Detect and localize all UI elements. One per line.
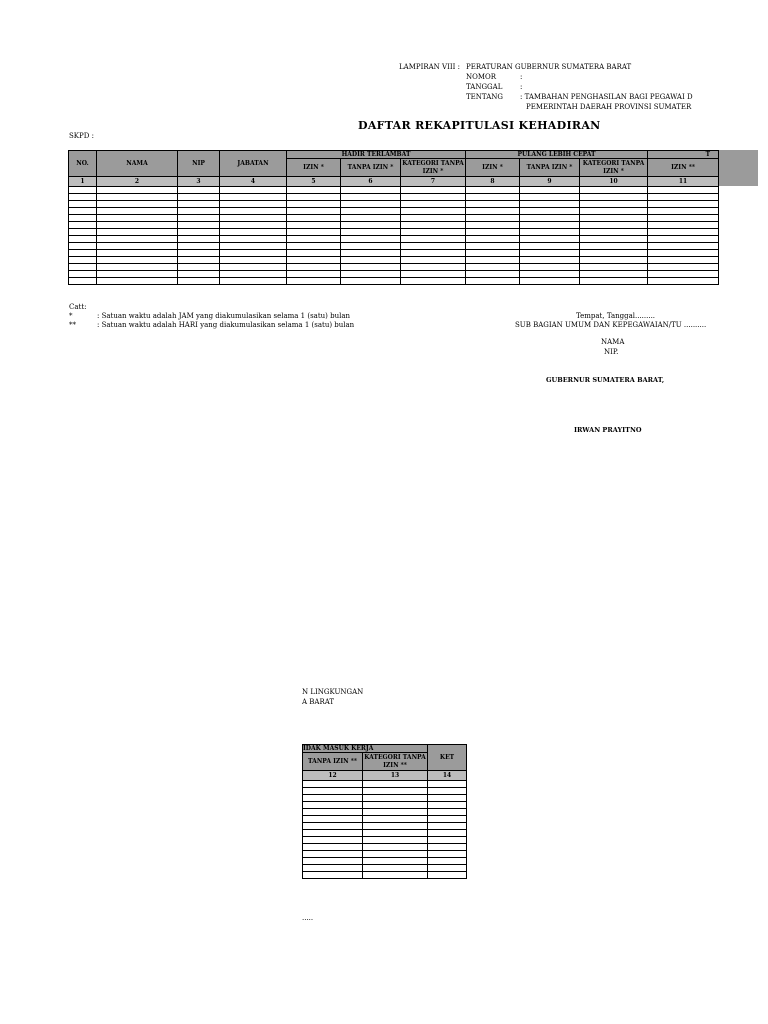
table-cell [363, 865, 428, 872]
col-number: 13 [363, 771, 428, 781]
table-cell [303, 851, 363, 858]
table-cell [363, 844, 428, 851]
document-title: DAFTAR REKAPITULASI KEHADIRAN [358, 119, 601, 132]
table-cell [520, 201, 580, 208]
table-cell [178, 250, 220, 257]
table-cell [97, 250, 178, 257]
table-cell [580, 208, 648, 215]
table-cell [466, 250, 520, 257]
table-cell [178, 229, 220, 236]
table-cell [648, 201, 719, 208]
table-cell [363, 830, 428, 837]
attendance-table-body [69, 187, 719, 285]
table-cell [178, 208, 220, 215]
table-cell [303, 872, 363, 879]
table-cell [287, 257, 341, 264]
table-cell [401, 278, 466, 285]
table-cell [287, 215, 341, 222]
table-cell [178, 236, 220, 243]
place-date: Tempat, Tanggal......... [576, 312, 656, 320]
table-cell [287, 271, 341, 278]
col-number: 12 [303, 771, 363, 781]
table-cell [220, 215, 287, 222]
table-cell [363, 858, 428, 865]
table-cell [580, 236, 648, 243]
col-number: 9 [520, 177, 580, 187]
table-cell [428, 872, 467, 879]
table-cell [648, 236, 719, 243]
table-cell [178, 264, 220, 271]
table-cell [287, 208, 341, 215]
table-cell [220, 271, 287, 278]
table-cell [69, 187, 97, 194]
table-cell [69, 236, 97, 243]
table-row [69, 250, 719, 257]
table-cell [69, 201, 97, 208]
table-cell [220, 257, 287, 264]
table-row [303, 858, 467, 865]
table-cell [401, 215, 466, 222]
table-cell [69, 208, 97, 215]
table-cell [220, 201, 287, 208]
table-cell [287, 222, 341, 229]
table-cell [466, 208, 520, 215]
table-cell [401, 243, 466, 250]
table-row [303, 830, 467, 837]
table-row [69, 187, 719, 194]
sub-kategori-hadir: KATEGORI TANPA IZIN * [402, 159, 464, 175]
table-row [303, 844, 467, 851]
table-cell [428, 830, 467, 837]
sub-izin-tidak: IZIN ** [648, 159, 719, 177]
table-cell [287, 194, 341, 201]
table-cell [580, 243, 648, 250]
table-cell [466, 194, 520, 201]
col-number: 10 [580, 177, 648, 187]
table-row [303, 823, 467, 830]
col-number: 5 [287, 177, 341, 187]
table-cell [401, 208, 466, 215]
table-cell [401, 201, 466, 208]
table-cell [287, 278, 341, 285]
table-row [303, 865, 467, 872]
table-cell [466, 201, 520, 208]
table-cell [363, 809, 428, 816]
table-cell [69, 194, 97, 201]
sub-izin-pulang: IZIN * [466, 159, 520, 177]
table-cell [401, 187, 466, 194]
table-cell [341, 215, 401, 222]
note-star1-text: : Satuan waktu adalah JAM yang diakumulasikan selama 1 (satu) bulan [97, 312, 351, 320]
table-cell [97, 257, 178, 264]
table-cell [97, 194, 178, 201]
table-cell [220, 222, 287, 229]
table-cell [466, 243, 520, 250]
tanggal-value: : [520, 83, 523, 91]
attendance-table [68, 150, 719, 285]
table-cell [97, 201, 178, 208]
table-cell [69, 257, 97, 264]
table-cell [287, 187, 341, 194]
sub-kategori-pulang: KATEGORI TANPA IZIN * [580, 159, 648, 177]
col-number: 3 [178, 177, 220, 187]
table-row [303, 851, 467, 858]
table-cell [401, 236, 466, 243]
table-cell [401, 222, 466, 229]
table-cell [97, 264, 178, 271]
table-cell [648, 194, 719, 201]
table-cell [520, 194, 580, 201]
table-row [69, 201, 719, 208]
table-row [69, 264, 719, 271]
table-cell [520, 208, 580, 215]
table-cell [466, 187, 520, 194]
table-cell [341, 271, 401, 278]
table-cell [97, 229, 178, 236]
table-cell [580, 278, 648, 285]
note-star2: ** [69, 321, 76, 329]
table-cell [428, 823, 467, 830]
table-cell [287, 264, 341, 271]
table-cell [341, 229, 401, 236]
note-star1: * [69, 312, 73, 320]
table-row [303, 802, 467, 809]
table-cell [341, 264, 401, 271]
table-cell [69, 250, 97, 257]
table-cell [341, 222, 401, 229]
table-cell [466, 278, 520, 285]
table-cell [580, 215, 648, 222]
col-number: 2 [97, 177, 178, 187]
tanggal-label: TANGGAL [466, 83, 503, 91]
col-no: NO. [69, 151, 97, 177]
table-cell [466, 257, 520, 264]
table-cell [648, 250, 719, 257]
table-cell [341, 257, 401, 264]
table-cell [341, 243, 401, 250]
table-cell [580, 264, 648, 271]
table-cell [303, 858, 363, 865]
nomor-value: : [520, 73, 523, 81]
col-number: 14 [428, 771, 467, 781]
table-cell [401, 194, 466, 201]
table-cell [287, 243, 341, 250]
table-cell [220, 208, 287, 215]
table-row [69, 243, 719, 250]
col-nip: NIP [178, 151, 220, 177]
table-cell [580, 250, 648, 257]
table-row [69, 271, 719, 278]
tentang-line1: : TAMBAHAN PENGHASILAN BAGI PEGAWAI D [520, 93, 693, 101]
table-cell [520, 229, 580, 236]
table-cell [520, 250, 580, 257]
table-cell [303, 865, 363, 872]
table-cell [341, 236, 401, 243]
table-cell [580, 194, 648, 201]
table-cell [287, 201, 341, 208]
table-cell [428, 837, 467, 844]
governor-name: IRWAN PRAYITNO [574, 426, 642, 434]
table-row [69, 194, 719, 201]
table-cell [303, 802, 363, 809]
table-cell [520, 236, 580, 243]
table-cell [97, 208, 178, 215]
table-row [69, 257, 719, 264]
table-cell [178, 257, 220, 264]
table-cell [401, 271, 466, 278]
table-cell [363, 872, 428, 879]
table-cell [69, 271, 97, 278]
table-cell [520, 215, 580, 222]
table-cell [580, 257, 648, 264]
table-cell [428, 781, 467, 788]
col-number: 1 [69, 177, 97, 187]
table-cell [220, 264, 287, 271]
table-cell [287, 250, 341, 257]
table-cell [363, 781, 428, 788]
notes-catt: Catt: [69, 303, 87, 311]
table-cell [220, 250, 287, 257]
table-cell [520, 257, 580, 264]
table-row [303, 816, 467, 823]
overflow-table-body [303, 781, 467, 879]
sub-tanpa-izin-tidak: TANPA IZIN ** [303, 753, 363, 771]
col-ket: KET [428, 745, 467, 771]
table-cell [341, 187, 401, 194]
table-cell [466, 222, 520, 229]
table-cell [520, 222, 580, 229]
table-row [303, 837, 467, 844]
table-cell [303, 816, 363, 823]
table-cell [178, 215, 220, 222]
table-cell [648, 271, 719, 278]
attendance-table-wrapper [68, 150, 711, 305]
signer-nip: NIP. [604, 348, 619, 356]
table-cell [178, 243, 220, 250]
sub-tanpa-izin-pulang: TANPA IZIN * [520, 159, 580, 177]
table-cell [428, 788, 467, 795]
table-cell [69, 243, 97, 250]
table-cell [287, 229, 341, 236]
overflow-line1: N LINGKUNGAN [302, 688, 364, 696]
table-cell [303, 781, 363, 788]
table-cell [303, 788, 363, 795]
table-cell [520, 243, 580, 250]
table-cell [428, 816, 467, 823]
table-cell [520, 187, 580, 194]
group-tidak-masuk: T [648, 151, 719, 159]
table-row [303, 795, 467, 802]
col-number: 7 [401, 177, 466, 187]
table-cell [648, 257, 719, 264]
lampiran-value: PERATURAN GUBERNUR SUMATERA BARAT [466, 63, 632, 71]
table-cell [303, 837, 363, 844]
table-cell [341, 208, 401, 215]
table-cell [466, 264, 520, 271]
table-cell [466, 215, 520, 222]
table-cell [97, 278, 178, 285]
table-cell [69, 222, 97, 229]
table-row [69, 236, 719, 243]
table-cell [97, 271, 178, 278]
overflow-table [302, 744, 467, 879]
table-cell [401, 264, 466, 271]
table-cell [341, 194, 401, 201]
table-cell [69, 215, 97, 222]
table-cell [428, 844, 467, 851]
table-cell [178, 278, 220, 285]
table-cell [520, 264, 580, 271]
table-cell [401, 229, 466, 236]
table-cell [428, 809, 467, 816]
table-cell [220, 187, 287, 194]
table-cell [520, 271, 580, 278]
table-cell [466, 229, 520, 236]
table-cell [648, 215, 719, 222]
table-cell [648, 222, 719, 229]
table-row [69, 278, 719, 285]
col-number: 6 [341, 177, 401, 187]
table-row [69, 208, 719, 215]
signer-nama: NAMA [601, 338, 625, 346]
table-cell [648, 187, 719, 194]
table-cell [648, 208, 719, 215]
table-cell [580, 201, 648, 208]
table-cell [580, 271, 648, 278]
table-cell [220, 194, 287, 201]
table-row [303, 788, 467, 795]
table-cell [69, 229, 97, 236]
table-cell [648, 229, 719, 236]
table-cell [428, 865, 467, 872]
table-row [69, 215, 719, 222]
table-cell [363, 795, 428, 802]
table-cell [220, 236, 287, 243]
group-hadir-terlambat: HADIR TERLAMBAT [287, 151, 466, 159]
table-cell [303, 809, 363, 816]
sub-izin-hadir: IZIN * [287, 159, 341, 177]
table-cell [363, 851, 428, 858]
table-cell [580, 187, 648, 194]
col-number: 8 [466, 177, 520, 187]
sub-kategori-tidak: KATEGORI TANPA IZIN ** [364, 753, 426, 769]
table-row [69, 222, 719, 229]
group-pulang-lebih-cepat: PULANG LEBIH CEPAT [466, 151, 648, 159]
col-nama: NAMA [97, 151, 178, 177]
table-cell [648, 278, 719, 285]
overflow-line2: A BARAT [302, 698, 335, 706]
table-cell [341, 201, 401, 208]
table-row [303, 809, 467, 816]
skpd-label: SKPD : [69, 132, 94, 140]
table-cell [428, 858, 467, 865]
table-cell [287, 236, 341, 243]
table-cell [466, 271, 520, 278]
table-cell [363, 788, 428, 795]
table-cell [303, 823, 363, 830]
table-row [69, 229, 719, 236]
overflow-dots: ..... [302, 914, 314, 922]
table-cell [363, 816, 428, 823]
table-cell [580, 229, 648, 236]
tentang-line2: PEMERINTAH DAERAH PROVINSI SUMATER [526, 103, 692, 111]
table-cell [363, 823, 428, 830]
table-cell [97, 243, 178, 250]
note-star2-text: : Satuan waktu adalah HARI yang diakumulasikan selama 1 (satu) bulan [97, 321, 355, 329]
lampiran-label: LAMPIRAN VIII : [399, 63, 460, 71]
table-cell [178, 222, 220, 229]
table-cell [363, 802, 428, 809]
table-cell [428, 851, 467, 858]
col-number: 11 [648, 177, 719, 187]
table-cell [341, 278, 401, 285]
table-cell [97, 222, 178, 229]
group-tidak-masuk-kerja: IDAK MASUK KERJA [303, 745, 428, 753]
table-row [303, 872, 467, 879]
table-cell [580, 222, 648, 229]
governor-title: GUBERNUR SUMATERA BARAT, [546, 376, 665, 384]
table-cell [97, 215, 178, 222]
table-row [303, 781, 467, 788]
table-cell [303, 830, 363, 837]
table-cell [178, 201, 220, 208]
table-cell [220, 278, 287, 285]
table-cell [428, 802, 467, 809]
table-cell [341, 250, 401, 257]
table-cell [178, 187, 220, 194]
table-cell [466, 236, 520, 243]
col-jabatan: JABATAN [220, 151, 287, 177]
table-cell [97, 187, 178, 194]
table-cell [303, 844, 363, 851]
table-cell [363, 837, 428, 844]
table-cell [220, 243, 287, 250]
table-cell [178, 271, 220, 278]
table-cell [648, 243, 719, 250]
table-cell [220, 229, 287, 236]
nomor-label: NOMOR [466, 73, 497, 81]
table-cell [401, 257, 466, 264]
table-cell [69, 278, 97, 285]
table-cell [69, 264, 97, 271]
table-cell [428, 795, 467, 802]
col-number: 4 [220, 177, 287, 187]
table-cell [97, 236, 178, 243]
table-cell [401, 250, 466, 257]
table-cell [648, 264, 719, 271]
table-cell [303, 795, 363, 802]
tentang-label: TENTANG [466, 93, 503, 101]
unit-label: SUB BAGIAN UMUM DAN KEPEGAWAIAN/TU .......... [515, 321, 707, 329]
table-cell [178, 194, 220, 201]
overflow-table-wrapper [302, 744, 467, 899]
sub-tanpa-izin-hadir: TANPA IZIN * [341, 159, 401, 177]
table-cell [520, 278, 580, 285]
